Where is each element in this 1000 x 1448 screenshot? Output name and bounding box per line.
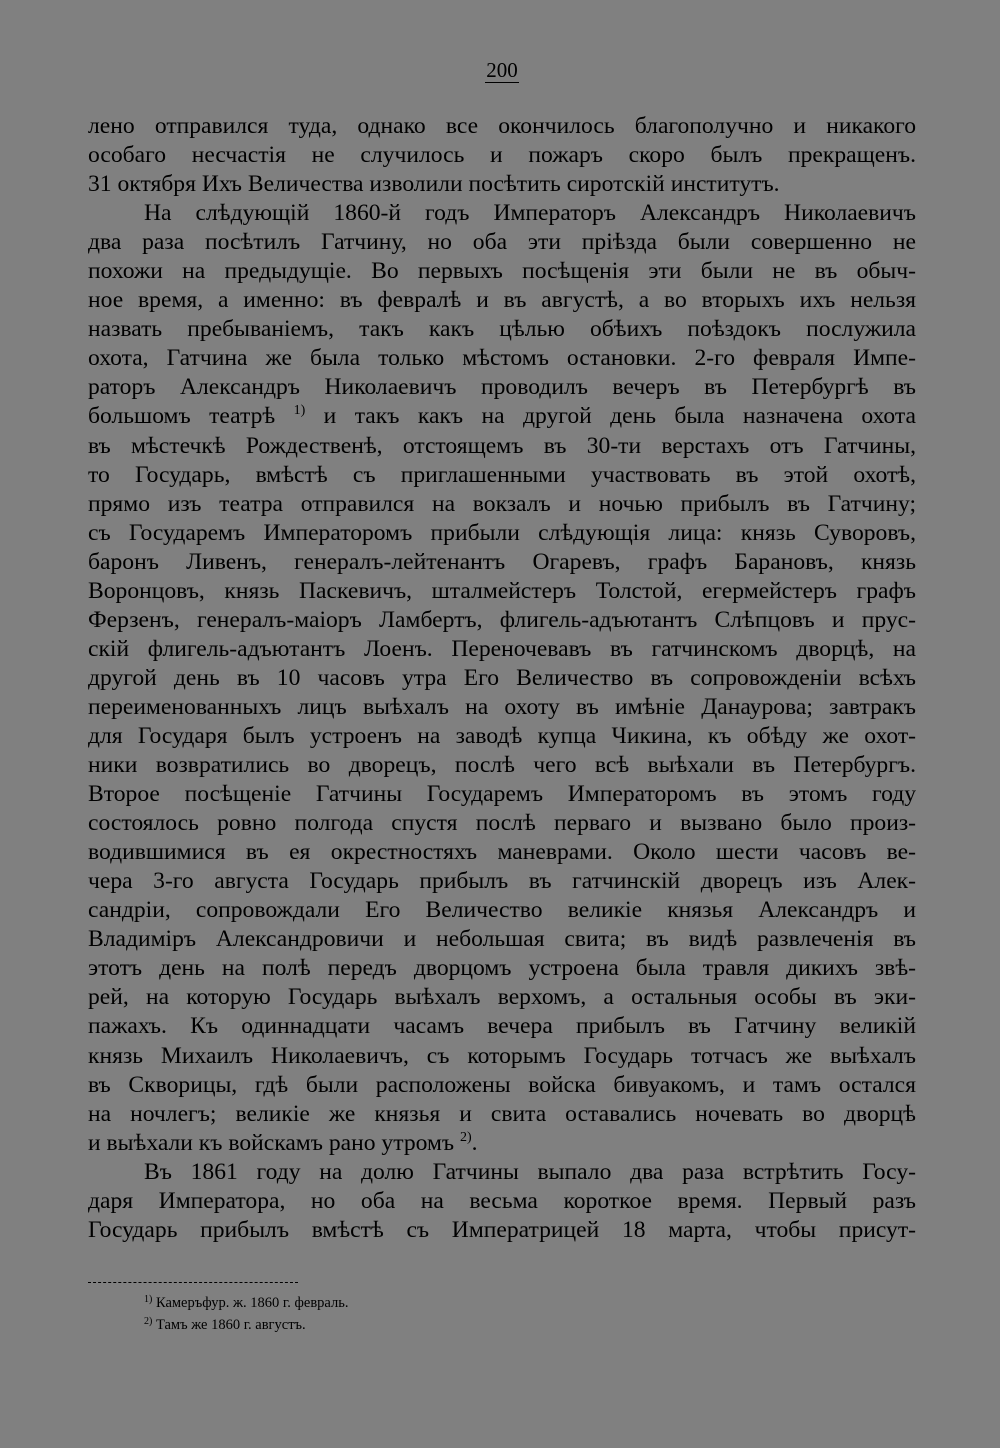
text-line: Ферзенъ, генералъ-маіоръ Ламбертъ, флигель-адъютантъ Слѣпцовъ и прус-	[88, 606, 916, 633]
text-line: Воронцовъ, князь Паскевичъ, шталмейстеръ Толстой, егермейстеръ графъ	[88, 577, 916, 604]
text-line: назвать пребываніемъ, такъ какъ цѣлью обѣихъ поѣздокъ послужила	[88, 316, 916, 343]
text-line: Владиміръ Александровичи и небольшая свита; въ видѣ развлеченія въ	[88, 926, 916, 953]
body-text	[88, 112, 916, 1245]
text-line: Въ 1861 году на долю Гатчины выпало два раза встрѣтить Госу-	[144, 1158, 916, 1185]
text-line: рей, на которую Государь выѣхалъ верхомъ, а остальныя особы въ эки-	[88, 984, 916, 1011]
text-segment: и выѣхали къ войскамъ рано утромъ	[88, 1129, 460, 1156]
book-page	[88, 56, 916, 1426]
footnote-separator	[88, 1282, 298, 1283]
footnote-text: Камеръфур. ж. 1860 г. февраль.	[152, 1295, 349, 1311]
text-line: баронъ Ливенъ, генералъ-лейтенантъ Огаревъ, графъ Барановъ, князь	[88, 548, 916, 575]
text-line: похожи на предыдущіе. Во первыхъ посѣщенія эти были не въ обыч-	[88, 258, 916, 285]
text-line: особаго несчастія не случилось и пожаръ скоро былъ прекращенъ.	[88, 142, 916, 169]
text-line: прямо изъ театра отправился на вокзалъ и ночью прибылъ въ Гатчину;	[88, 490, 916, 517]
text-line: въ мѣстечкѣ Рождественѣ, отстоящемъ въ 30-ти верстахъ отъ Гатчины,	[88, 432, 916, 459]
text-segment: и такъ какъ на другой день была назначена охота	[305, 403, 916, 430]
page-number: 200	[486, 58, 518, 82]
text-line: на ночлегъ; великіе же князья и свита оставались ночевать во дворцѣ	[88, 1100, 916, 1127]
text-line: князь Михаилъ Николаевичъ, съ которымъ Государь тотчасъ же выѣхалъ	[88, 1042, 916, 1069]
footnote-reference: 2)	[460, 1129, 472, 1145]
text-line: для Государя былъ устроенъ на заводѣ купца Чикина, къ обѣду же охот-	[88, 722, 916, 749]
text-line: водившимися въ ея окрестностяхъ маневрами. Около шести часовъ ве-	[88, 839, 916, 866]
text-line	[88, 1129, 916, 1158]
text-line: переименованныхъ лицъ выѣхалъ на охоту въ имѣніе Данаурова; завтракъ	[88, 693, 916, 720]
text-line: охота, Гатчина же была только мѣстомъ остановки. 2-го февраля Импе-	[88, 345, 916, 372]
text-line: лено отправился туда, однако все окончилось благополучно и никакого	[88, 113, 916, 139]
text-line: ное время, а именно: въ февралѣ и въ августѣ, а во вторыхъ ихъ нельзя	[88, 287, 916, 314]
text-line: ники возвратились во дворецъ, послѣ чего всѣ выѣхали въ Петербургъ.	[88, 752, 916, 779]
text-line: состоялось ровно полгода спустя послѣ перваго и вызвано было произ-	[88, 810, 916, 837]
footnote	[144, 1314, 348, 1336]
text-line: то Государь, вмѣстѣ съ приглашенными участвовать въ этой охотѣ,	[88, 461, 916, 488]
text-line: Государь прибылъ вмѣстѣ съ Императрицей 18 марта, чтобы присут-	[88, 1216, 916, 1243]
footnote-mark: 1)	[144, 1294, 153, 1305]
text-segment: большомъ театрѣ	[88, 403, 294, 430]
text-line: два раза посѣтилъ Гатчину, но оба эти пріѣзда были совершенно не	[88, 229, 916, 256]
text-line: 31 октября Ихъ Величества изволили посѣтить сиротскій институтъ.	[88, 171, 780, 198]
text-line: другой день въ 10 часовъ утра Его Величество въ сопровожденіи всѣхъ	[88, 664, 916, 691]
footnote-text: Тамъ же 1860 г. августъ.	[152, 1317, 306, 1333]
text-line: этотъ день на полѣ передъ дворцомъ устроена была травля дикихъ звѣ-	[88, 955, 916, 982]
text-line: скій флигель-адъютантъ Лоенъ. Переночевавъ въ гатчинскомъ дворцѣ, на	[88, 635, 916, 662]
text-segment: .	[471, 1129, 478, 1156]
text-line: въ Скворицы, гдѣ были расположены войска бивуакомъ, и тамъ остался	[88, 1071, 916, 1098]
text-line: раторъ Александръ Николаевичъ проводилъ вечеръ въ Петербургѣ въ	[88, 374, 916, 401]
footnote-reference: 1)	[293, 403, 306, 419]
text-line: Второе посѣщеніе Гатчины Государемъ Императоромъ въ этомъ году	[88, 781, 916, 808]
text-line: сандріи, сопровождали Его Величество великіе князья Александръ и	[88, 897, 916, 924]
footnotes	[144, 1292, 348, 1336]
text-line	[88, 402, 916, 431]
text-line: чера 3-го августа Государь прибылъ въ гатчинскій дворецъ изъ Алек-	[88, 868, 916, 895]
footnote-mark: 2)	[144, 1316, 153, 1327]
footnote	[144, 1292, 348, 1314]
text-line: пажахъ. Къ одиннадцати часамъ вечера прибылъ въ Гатчину великій	[88, 1013, 916, 1040]
text-line: съ Государемъ Императоромъ прибыли слѣдующія лица: князь Суворовъ,	[88, 519, 916, 546]
text-line: На слѣдующій 1860-й годъ Императоръ Александръ Николаевичъ	[144, 200, 916, 227]
text-line: даря Императора, но оба на весьма короткое время. Первый разъ	[88, 1187, 916, 1214]
